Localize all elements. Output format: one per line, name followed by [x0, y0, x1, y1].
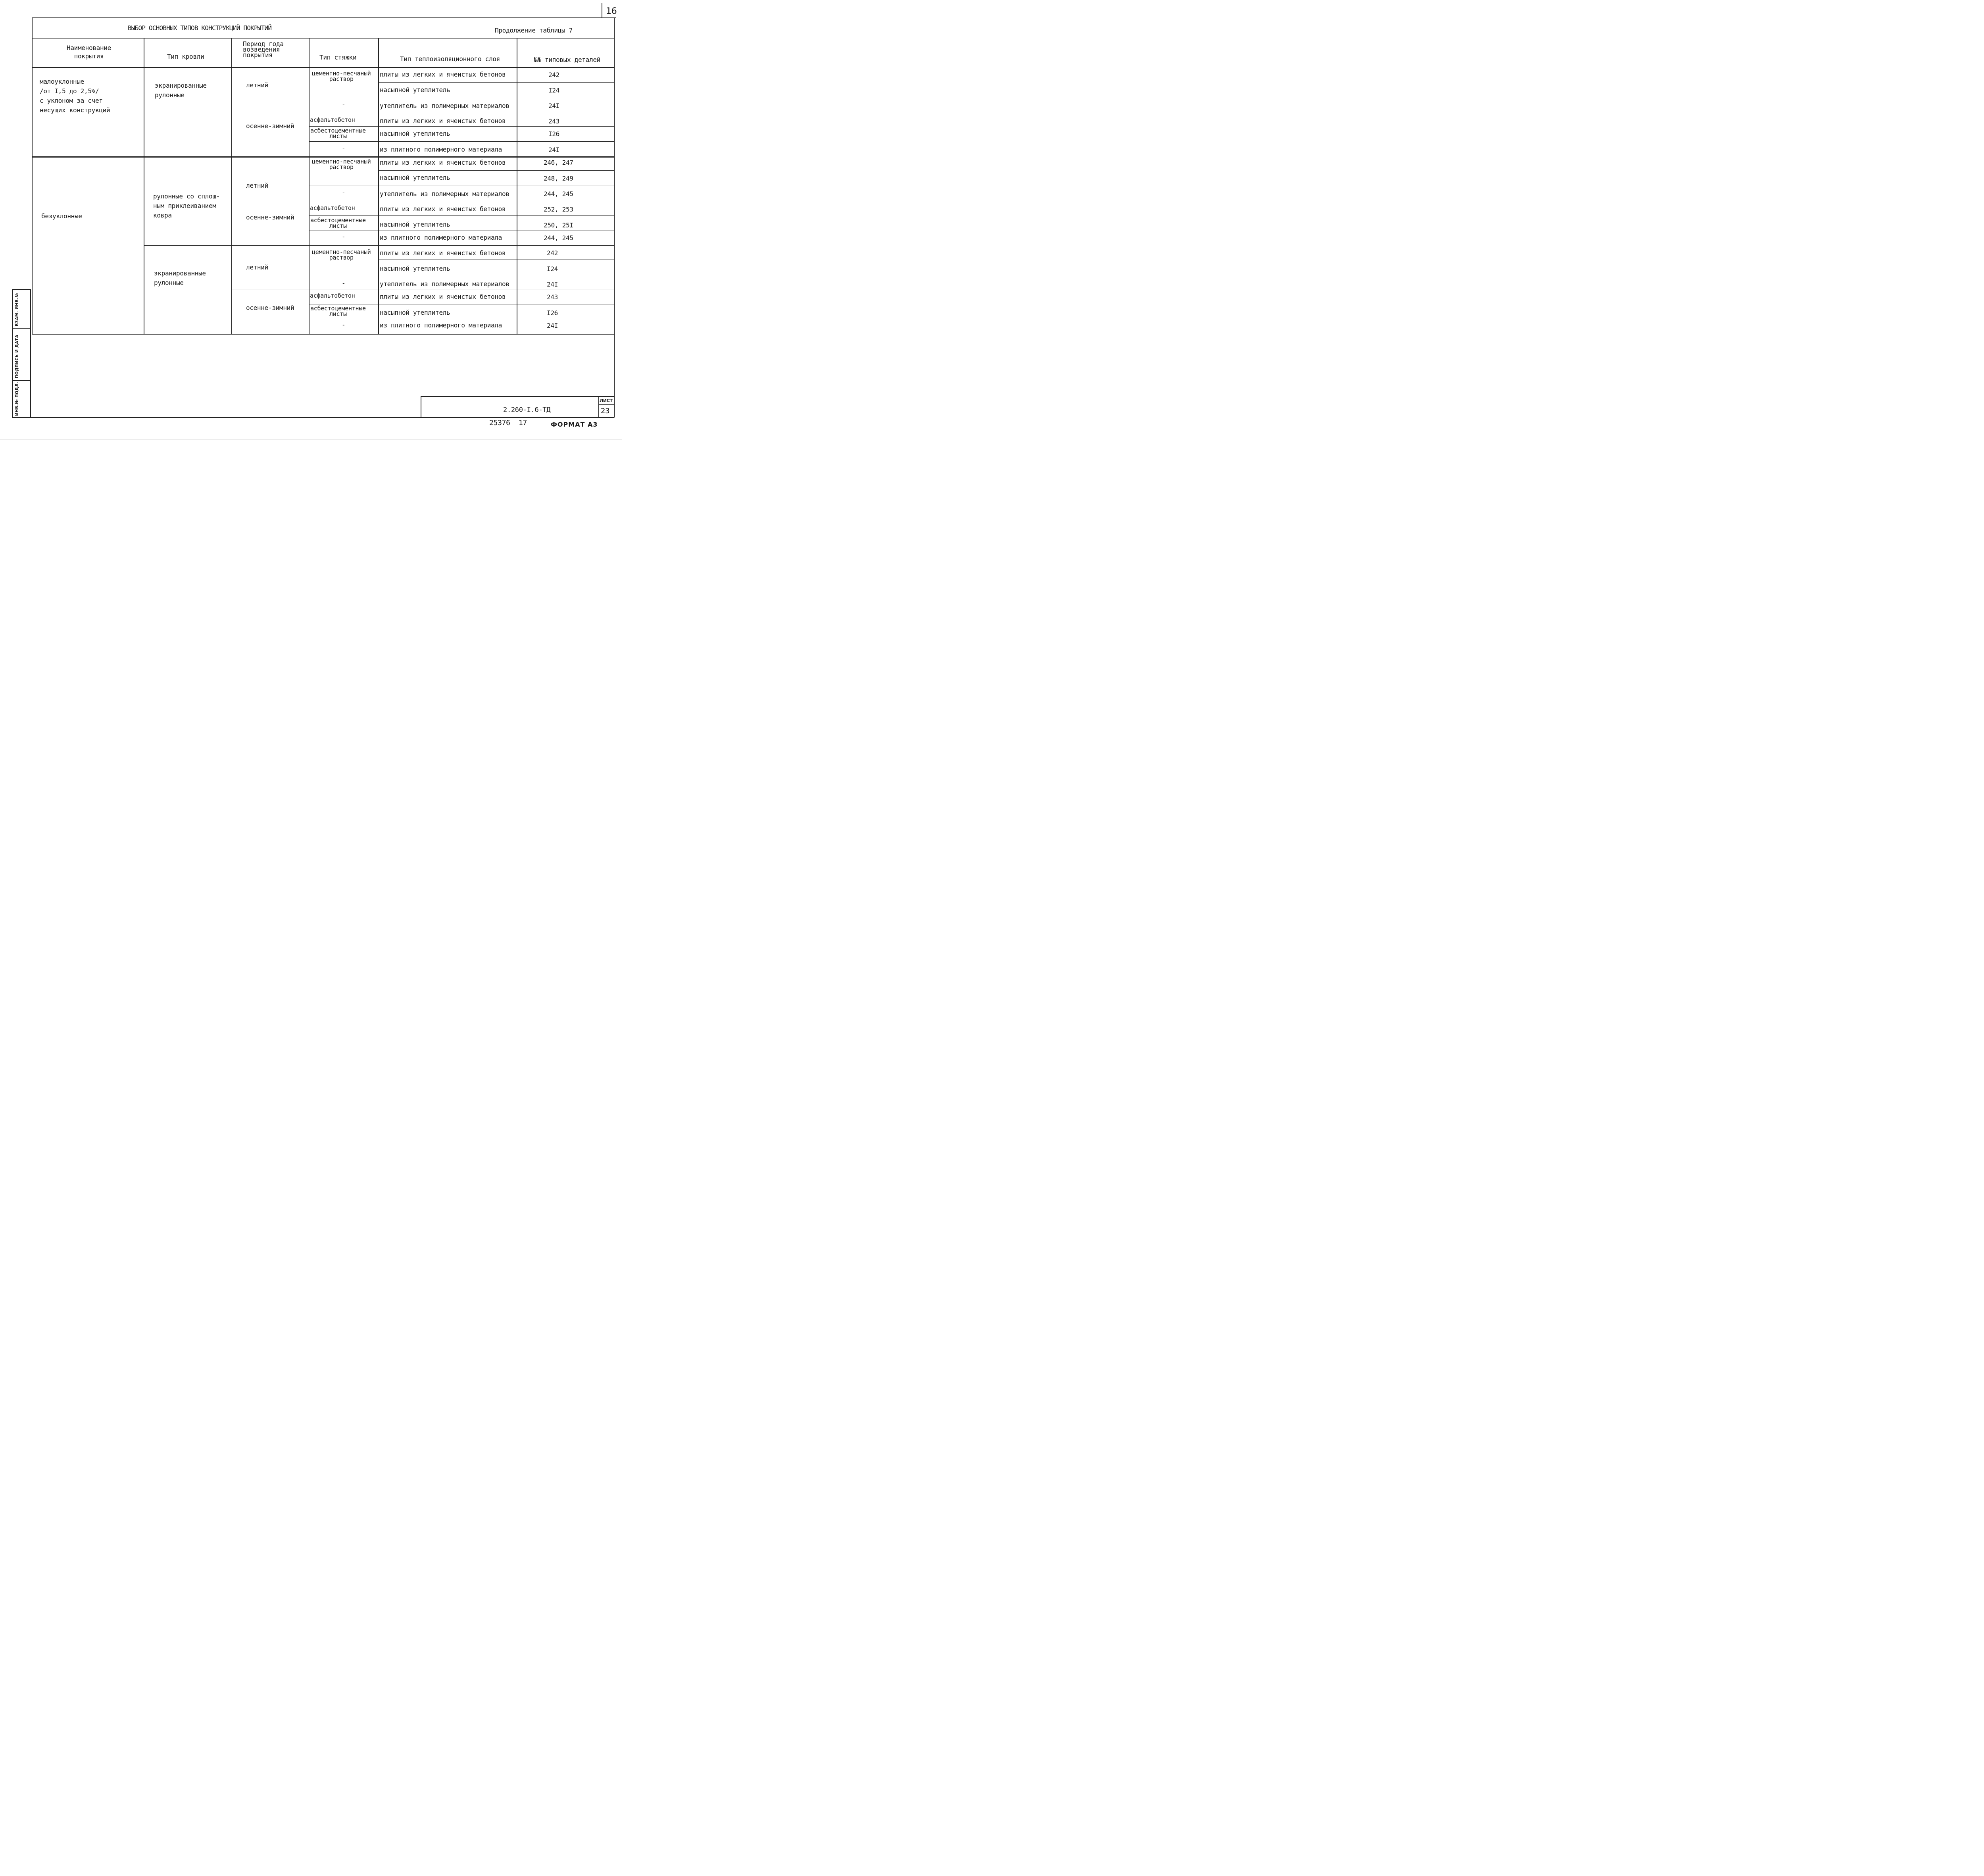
insulation-light-concrete-2b: плиты из легких и ячеистых бетонов — [380, 205, 506, 213]
screed-asphalt-1: асфальтобетон — [310, 116, 355, 123]
coverage-name-flat: безуклонные — [41, 212, 82, 220]
sheet-number: 23 — [601, 407, 610, 415]
insulation-bulk-3b: насыпной утеплитель — [380, 309, 450, 316]
period-autumn-winter-1: осенне-зимний — [246, 122, 294, 130]
stamp-inventory-replacement: ВЗАМ. ИНВ.№ — [14, 292, 19, 326]
header-coverage-name: Наименование покрытия — [67, 44, 111, 60]
roof-type-shielded-2: экранированные рулонные — [154, 269, 206, 287]
header-period: Период года возведения покрытия — [243, 40, 284, 59]
insulation-bulk-1a: насыпной утеплитель — [380, 86, 450, 94]
screed-none-3a: - — [342, 279, 346, 287]
detail-number: 252, 253 — [544, 206, 573, 213]
screed-cement-1: цементно-песчаный раствор — [312, 70, 371, 83]
copy-number: 17 — [519, 419, 527, 427]
detail-number: I24 — [548, 87, 559, 94]
screed-asbestos-1: асбестоцементные листы — [310, 127, 366, 140]
header-screed-type: Тип стяжки — [319, 54, 357, 61]
detail-number: 24I — [547, 281, 558, 288]
detail-number: I24 — [547, 265, 558, 273]
screed-asbestos-3: асбестоцементные листы — [310, 305, 366, 317]
insulation-bulk-2b: насыпной утеплитель — [380, 221, 450, 228]
roof-type-continuous-glued: рулонные со сплош- ным приклеиванием ковра — [153, 192, 220, 219]
insulation-polymer-slab-2: из плитного полимерного материала — [380, 234, 502, 241]
detail-number: I26 — [547, 309, 558, 317]
insulation-bulk-1b: насыпной утеплитель — [380, 130, 450, 137]
detail-number: 242 — [548, 71, 559, 79]
paper-format: ФОРМАТ А3 — [551, 421, 598, 428]
insulation-light-concrete-2: плиты из легких и ячеистых бетонов — [380, 159, 506, 166]
screed-none-1a: - — [342, 101, 346, 108]
insulation-light-concrete-1: плиты из легких и ячеистых бетонов — [380, 71, 506, 78]
detail-number: I26 — [548, 130, 559, 138]
screed-none-3b: - — [342, 321, 346, 329]
period-summer-1: летний — [246, 81, 268, 89]
insulation-bulk-2a: насыпной утеплитель — [380, 174, 450, 181]
table-continuation: Продолжение таблицы 7 — [495, 27, 573, 34]
page-number: 16 — [606, 6, 617, 16]
detail-number: 244, 245 — [544, 234, 573, 242]
archive-number: 25376 — [489, 419, 510, 427]
detail-number: 244, 245 — [544, 190, 573, 198]
detail-number: 243 — [548, 117, 559, 125]
screed-none-1b: - — [342, 145, 346, 152]
insulation-polymer-1: утеплитель из полимерных материалов — [380, 102, 509, 110]
period-summer-3: летний — [246, 264, 268, 271]
screed-none-2a: - — [342, 189, 346, 196]
detail-number: 24I — [547, 322, 558, 329]
detail-number: 24I — [548, 102, 559, 110]
detail-number: 24I — [548, 146, 559, 154]
insulation-polymer-2: утеплитель из полимерных материалов — [380, 190, 509, 198]
period-autumn-winter-2: осенне-зимний — [246, 214, 294, 221]
insulation-light-concrete-1b: плиты из легких и ячеистых бетонов — [380, 117, 506, 125]
period-autumn-winter-3: осенне-зимний — [246, 304, 294, 312]
stamp-inventory-original: ИНВ.№ ПОДЛ. — [14, 381, 19, 416]
detail-number: 250, 25I — [544, 221, 573, 229]
screed-asbestos-2: асбестоцементные листы — [310, 217, 366, 229]
document-code: 2.260-I.6-ТД — [503, 406, 551, 414]
header-insulation-type: Тип теплоизоляционного слоя — [400, 55, 500, 63]
header-roof-type: Тип кровли — [167, 53, 204, 60]
insulation-light-concrete-3: плиты из легких и ячеистых бетонов — [380, 249, 506, 257]
screed-asphalt-3: асфальтобетон — [310, 292, 355, 299]
screed-cement-2: цементно-песчаный раствор — [312, 158, 371, 171]
detail-number: 242 — [547, 249, 558, 257]
detail-number: 243 — [547, 293, 558, 301]
screed-asphalt-2: асфальтобетон — [310, 204, 355, 212]
insulation-light-concrete-3b: плиты из легких и ячеистых бетонов — [380, 293, 506, 300]
table-title: ВЫБОР ОСНОВНЫХ ТИПОВ КОНСТРУКЦИЙ ПОКРЫТИЙ — [128, 24, 272, 32]
coverage-name-sloped: малоуклонные /от I,5 до 2,5%/ с уклоном за счет несущих конструкций — [40, 78, 110, 114]
detail-number: 248, 249 — [544, 175, 573, 182]
header-detail-numbers: №№ типовых деталей — [534, 56, 600, 63]
stamp-signature-date: ПОДПИСЬ И ДАТА — [14, 335, 19, 378]
insulation-bulk-3a: насыпной утеплитель — [380, 265, 450, 272]
insulation-polymer-slab-1: из плитного полимерного материала — [380, 146, 502, 153]
insulation-polymer-slab-3: из плитного полимерного материала — [380, 321, 502, 329]
sheet-label: ЛИСТ — [600, 398, 613, 403]
roof-type-shielded-1: экранированные рулонные — [155, 82, 207, 99]
screed-none-2b: - — [342, 233, 346, 241]
screed-cement-3: цементно-песчаный раствор — [312, 248, 371, 261]
detail-number: 246, 247 — [544, 159, 573, 166]
period-summer-2: летний — [246, 182, 268, 189]
insulation-polymer-3: утеплитель из полимерных материалов — [380, 280, 509, 288]
